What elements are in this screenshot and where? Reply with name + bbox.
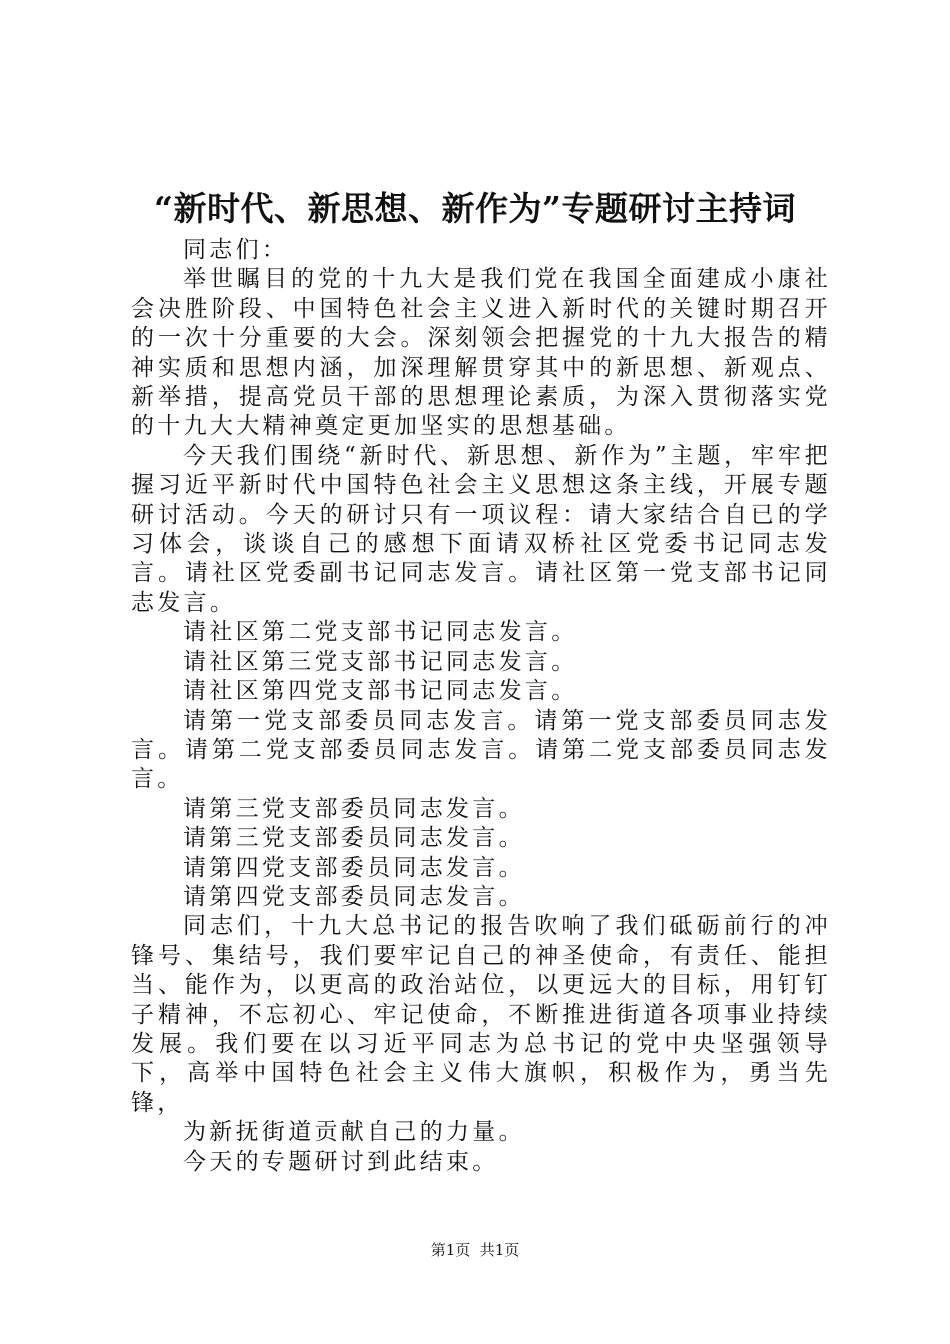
paragraph-speaker: 请社区第二党支部书记同志发言。 [183, 619, 578, 646]
paragraph-speaker: 请社区第四党支部书记同志发言。 [183, 678, 578, 705]
paragraph-speaker: 请第一党支部委员同志发言。请第一党支部委员同志发言。请第二党支部委员同志发言。请第二党支部委员同志发言。 [131, 707, 831, 793]
paragraph-speaker: 请第三党支部委员同志发言。 [183, 825, 525, 852]
paragraph-intro: 举世瞩目的党的十九大是我们党在我国全面建成小康社会决胜阶段、中国特色社会主义进入新时代的关键时期召开的一次十分重要的大会。深刻领会把握党的十九大报告的精神实质和思想内涵，加深理解贯穿其中的新思想、新观点、新举措，提高党员干部的思想理论素质，为深入贯彻落实党的十九大大精神奠定更加坚实的思想基础。 [131, 266, 831, 440]
paragraph-speaker: 请第四党支部委员同志发言。 [183, 854, 525, 881]
page-footer: 第1页 共1页 [430, 1241, 520, 1259]
paragraph-conclusion: 今天的专题研讨到此结束。 [183, 1148, 499, 1175]
paragraph-speaker: 请第三党支部委员同志发言。 [183, 795, 525, 822]
paragraph-speaker: 请第四党支部委员同志发言。 [183, 883, 525, 910]
paragraph-closing-remarks-end: 为新抚街道贡献自己的力量。 [183, 1119, 525, 1146]
paragraph-closing-remarks: 同志们，十九大总书记的报告吹响了我们砥砺前行的冲锋号、集结号，我们要牢记自己的神圣使命，有责任、能担当、能作为，以更高的政治站位，以更远大的目标，用钉钉子精神，不忘初心、牢记使命，不断推进街道各项事业持续发展。我们要在以习近平同志为总书记的党中央坚强领导下，高举中国特色社会主义伟大旗帜，积极作为，勇当先锋， [131, 913, 831, 1116]
document-title: “新时代、新思想、新作为”专题研讨主持词 [154, 189, 796, 228]
paragraph-salutation: 同志们： [183, 237, 289, 263]
paragraph-speaker: 请社区第三党支部书记同志发言。 [183, 648, 578, 675]
document-body [131, 236, 831, 1177]
paragraph-agenda: 今天我们围绕“新时代、新思想、新作为”主题，牢牢把握习近平新时代中国特色社会主义思想这条主线，开展专题研讨活动。今天的研讨只有一项议程：请大家结合自已的学习体会，谈谈自己的感想下面请双桥社区党委书记同志发言。请社区党委副书记同志发言。请社区第一党支部书记同志发言。 [131, 442, 831, 616]
